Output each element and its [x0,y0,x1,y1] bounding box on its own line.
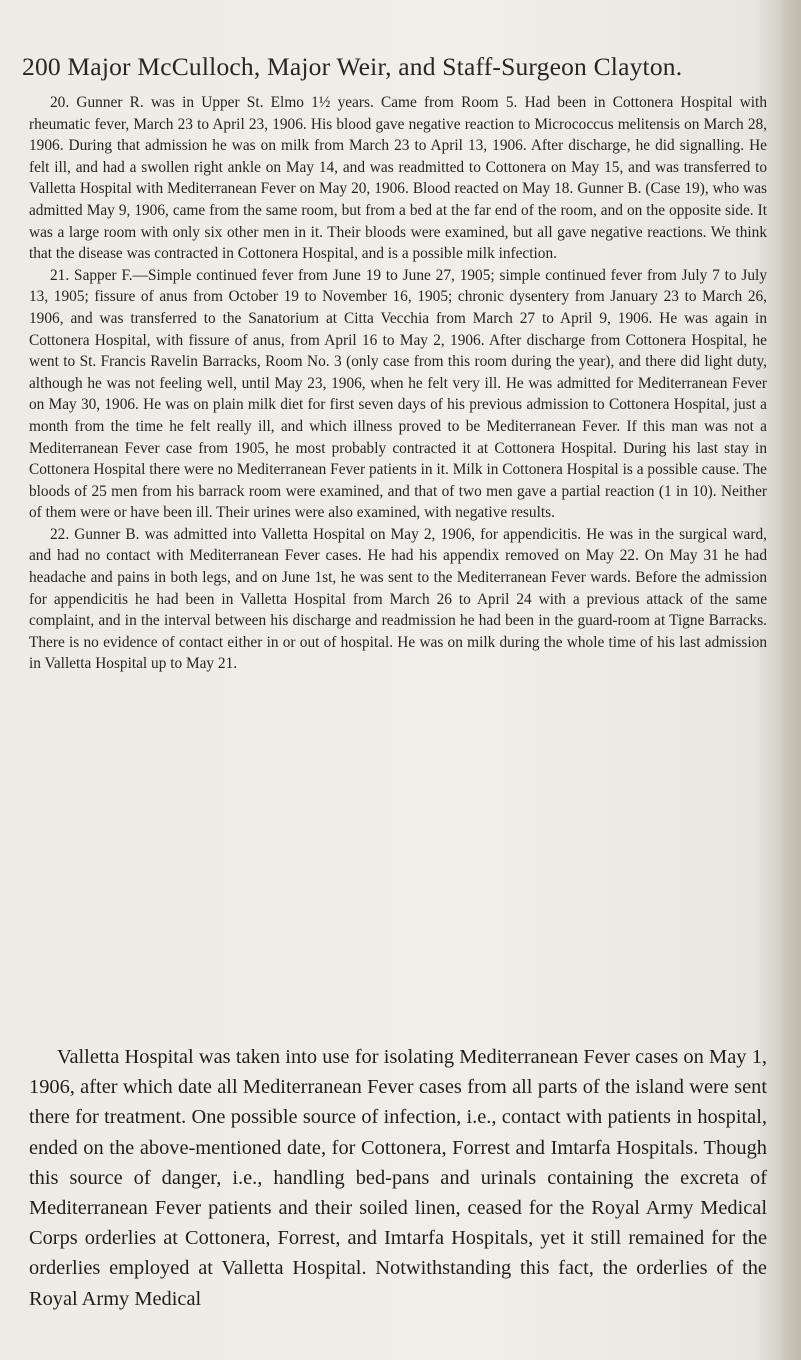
main-text [29,1042,767,1314]
case-22-paragraph: 22. Gunner B. was admitted into Valletta Hospital on May 2, 1906, for appendicitis. He was in the surgical ward, and had no contact with Mediterranean Fever cases. He had his appendix removed on May 22. On May 31 he had headache and pains in both legs, and on June 1st, he was sent to the Mediterranean Fever wards. Before the admission for appendicitis he had been in Valletta Hospital from March 26 to April 24 with a previous attack of the same complaint, and in the interval between his discharge and readmission he had been in the guard-room at Tigne Barracks. There is no evidence of contact either in or out of hospital. He was on milk during the whole time of his last admission in Valletta Hospital up to May 21. [29,525,767,673]
page-edge-shadow [779,0,801,1360]
case-20-paragraph: 20. Gunner R. was in Upper St. Elmo 1½ years. Came from Room 5. Had been in Cottonera Hospital with rheumatic fever, March 23 to April 23, 1906. His blood gave negative reaction to Micrococcus melitensis on March 28, 1906. During that admission he was on milk from March 23 to April 13, 1906. After discharge, he did signalling. He felt ill, and had a swollen right ankle on May 14, and was readmitted to Cottonera on May 15, and was transferred to Valletta Hospital with Mediterranean Fever on May 20, 1906. Blood reacted on May 18. Gunner B. (Case 19), who was admitted May 9, 1906, came from the same room, but from a bed at the far end of the room, and on the opposite side. It was a large room with only six other men in it. Their bloods were examined, but all gave negative reactions. We think that the disease was contracted in Cottonera Hospital, and is a possible milk infection. [29,94,767,263]
running-head: 200 Major McCulloch, Major Weir, and Staff-Surgeon Clayton. [22,52,683,81]
case-21-paragraph: 21. Sapper F.—Simple continued fever from June 19 to June 27, 1905; simple continued fever from July 7 to July 13, 1905; fissure of anus from October 19 to November 16, 1905; chronic dysentery from January 23 to March 26, 1906, and was transferred to the Sanatorium at Citta Vecchia from March 27 to April 9, 1906. He was again in Cottonera Hospital, with fissure of anus, from April 16 to May 2, 1906. After discharge from Cottonera Hospital, he went to St. Francis Ravelin Barracks, Room No. 3 (only case from this room during the year), and there did light duty, although he was not feeling well, until May 23, 1906, when he felt very ill. He was admitted for Mediterranean Fever on May 30, 1906. He was on plain milk diet for first seven days of his previous admission to Cottonera Hospital, just a month from the time he felt really ill, and which illness proved to be Mediterranean Fever. If this man was not a Mediterranean Fever case from 1905, he most probably contracted it at Cottonera Hospital. During his last stay in Cottonera Hospital there were no Mediterranean Fever patients in it. Milk in Cottonera Hospital is a possible cause. The bloods of 25 men from his barrack room were examined, and that of two men gave a partial reaction (1 in 10). Neither of them were or have been ill. Their urines were also examined, with negative results. [29,266,767,522]
case-notes [29,92,767,675]
body-paragraph: Valletta Hospital was taken into use for isolating Mediterranean Fever cases on May 1, 1906, after which date all Mediterranean Fever cases from all parts of the island were sent there for treatment. One possible source of infection, i.e., contact with patients in hospital, ended on the above-mentioned date, for Cottonera, Forrest and Imtarfa Hospitals. Though this source of danger, i.e., handling bed-pans and urinals containing the excreta of Mediterranean Fever patients and their soiled linen, ceased for the Royal Army Medical Corps orderlies at Cottonera, Forrest, and Imtarfa Hospitals, yet it still remained for the orderlies employed at Valletta Hospital. Notwithstanding this fact, the orderlies of the Royal Army Medical [29,1046,767,1310]
